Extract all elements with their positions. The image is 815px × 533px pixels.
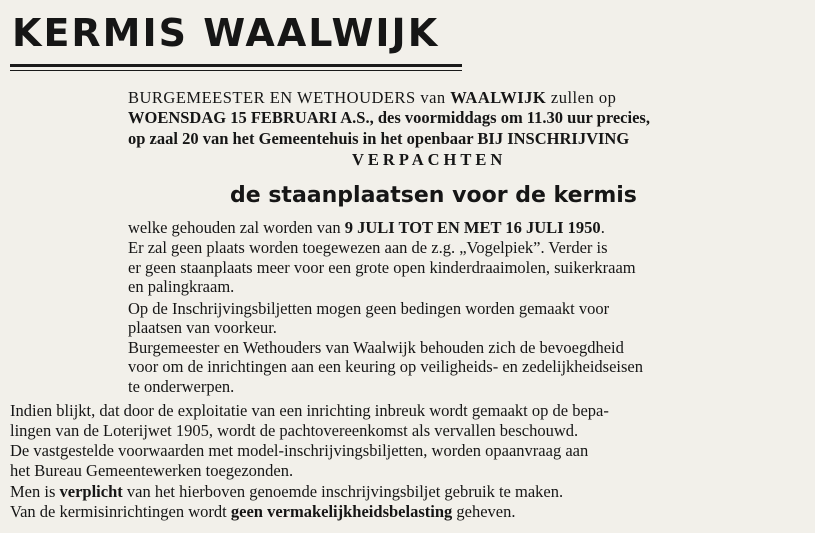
intro-bold: BIJ INSCHRIJVING bbox=[477, 129, 630, 148]
body-line-8: voor om de inrichtingen aan een keuring op veiligheids- en zedelijkheidseisen bbox=[128, 357, 644, 376]
body-line-14 bbox=[10, 482, 563, 502]
intro-bold: WOENSDAG 15 FEBRUARI A.S. bbox=[128, 108, 370, 127]
body-bold: geen vermakelijkheidsbelasting bbox=[230, 502, 453, 521]
body-bold: 9 JULI TOT EN MET 16 JULI 1950 bbox=[344, 218, 601, 237]
body-line-13: het Bureau Gemeentewerken toegezonden. bbox=[10, 461, 294, 480]
body-text: Van de kermisinrichtingen wordt bbox=[10, 502, 231, 521]
body-text: van het hierboven genoemde inschrijvingsbiljet gebruik te maken. bbox=[122, 482, 564, 501]
body-line-1 bbox=[128, 218, 605, 238]
intro-line-1 bbox=[128, 88, 616, 108]
intro-line-4: VERPACHTEN bbox=[352, 150, 507, 169]
body-text: welke gehouden zal worden van bbox=[128, 218, 345, 237]
body-text: Men is bbox=[10, 482, 60, 501]
body-line-6: plaatsen van voorkeur. bbox=[128, 318, 277, 337]
body-line-5: Op de Inschrijvingsbiljetten mogen geen bedingen worden gemaakt voor bbox=[128, 299, 610, 318]
title-rule-thin bbox=[10, 70, 462, 71]
body-text: geheven. bbox=[452, 502, 516, 521]
intro-text: BURGEMEESTER EN WETHOUDERS van bbox=[128, 88, 451, 107]
intro-line-3 bbox=[128, 129, 629, 149]
intro-text: op zaal 20 van het Gemeentehuis in het openbaar bbox=[128, 129, 478, 148]
body-line-2: Er zal geen plaats worden toegewezen aan de z.g. „Vogelpiek”. Verder is bbox=[128, 238, 608, 257]
body-line-12: De vastgestelde voorwaarden met model-inschrijvingsbiljetten, worden opaanvraag aan bbox=[10, 441, 589, 460]
body-line-11: lingen van de Loterijwet 1905, wordt de pachtovereenkomst als vervallen beschouwd. bbox=[10, 421, 579, 440]
body-line-7: Burgemeester en Wethouders van Waalwijk behouden zich de bevoegdheid bbox=[128, 338, 624, 357]
body-line-4: en palingkraam. bbox=[128, 277, 235, 296]
notice-title: KERMIS WAALWIJK bbox=[12, 11, 440, 55]
intro-text: , des voormiddags om 11.30 uur precies, bbox=[369, 108, 650, 127]
intro-line-2 bbox=[128, 108, 650, 128]
section-heading: de staanplaatsen voor de kermis bbox=[230, 183, 637, 208]
intro-text: zullen op bbox=[546, 88, 617, 107]
body-line-9: te onderwerpen. bbox=[128, 377, 235, 396]
body-line-3: er geen staanplaats meer voor een grote open kinderdraaimolen, suikerkraam bbox=[128, 258, 636, 277]
title-rule-thick bbox=[10, 64, 462, 67]
body-bold: verplicht bbox=[59, 482, 123, 501]
body-line-10: Indien blijkt, dat door de exploitatie van een inrichting inbreuk wordt gemaakt op de bepa- bbox=[10, 401, 609, 420]
body-line-15 bbox=[10, 502, 515, 522]
body-text: . bbox=[600, 218, 605, 237]
intro-bold: WAALWIJK bbox=[450, 88, 547, 107]
